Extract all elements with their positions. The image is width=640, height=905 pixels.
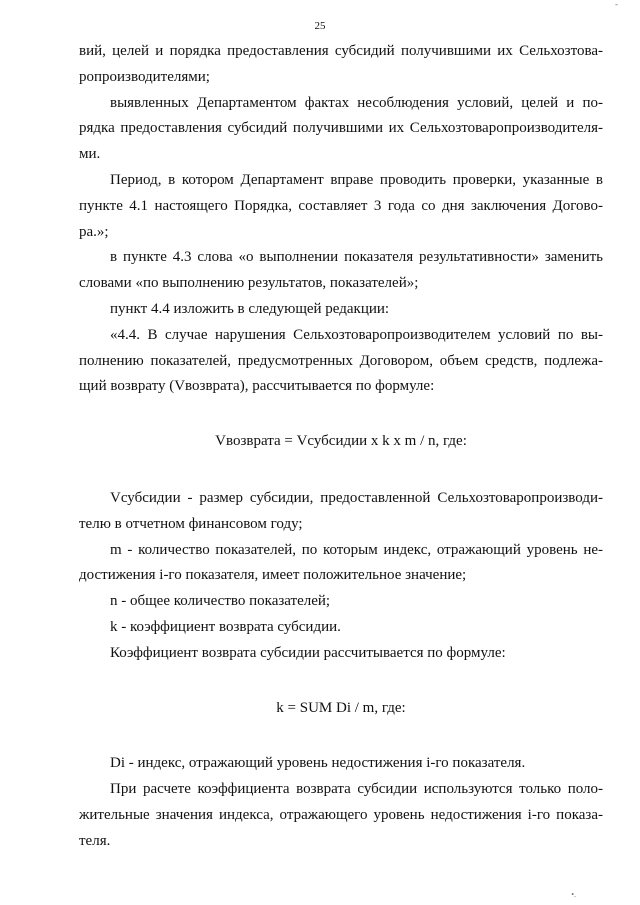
formula-refund-volume: Vвозврата = Vсубсидии x k x m / n, где: xyxy=(215,433,467,450)
paragraph-positive-values xyxy=(79,777,603,854)
paragraph-k-definition xyxy=(79,615,603,641)
paragraph-clause-4-3 xyxy=(79,245,603,297)
text-line: пункт 4.4 изложить в следующей редакции: xyxy=(110,300,390,317)
text-line: вий, целей и порядка предоставления субсидий получившими их Сельхозтова- xyxy=(79,43,603,59)
paragraph-conditions-continued xyxy=(79,39,603,91)
text-line: жительные значения индекса, отражающего уровень недостижения i-го показа- xyxy=(79,806,603,823)
formula-refund-coefficient: k = SUM Di / m, где: xyxy=(276,699,406,716)
text-line: полнению показателей, предусмотренных Договором, объем средств, подлежа- xyxy=(79,352,603,369)
bottom-corner-mark: •. xyxy=(571,890,576,899)
text-line: словами «по выполнению результатов, показателей»; xyxy=(79,275,419,292)
text-line: в пункте 4.3 слова «о выполнении показателя результативности» заменить xyxy=(110,249,603,266)
text-line: теля. xyxy=(79,832,111,849)
top-corner-mark: - xyxy=(615,0,618,9)
paragraph-inspection-period xyxy=(79,168,603,245)
paragraph-v-subsidy-definition xyxy=(79,486,603,538)
text-line: Vсубсидии - размер субсидии, предоставленной Сельхозтоваропроизводи- xyxy=(110,489,603,506)
text-line: достижения i-го показателя, имеет положительное значение; xyxy=(79,567,467,584)
paragraph-m-definition xyxy=(79,538,603,590)
text-line: m - количество показателей, по которым индекс, отражающий уровень не- xyxy=(110,541,603,558)
text-line: При расчете коэффициента возврата субсидии используются только поло- xyxy=(110,781,603,798)
paragraph-k-formula-intro xyxy=(79,641,603,667)
text-line: n - общее количество показателей; xyxy=(110,593,331,610)
text-line: щий возврату (Vвозврата), рассчитывается по формуле: xyxy=(79,378,435,395)
text-line: рядка предоставления субсидий получившими их Сельхозтоваропроизводителя- xyxy=(79,120,603,137)
paragraph-clause-4-4 xyxy=(79,323,603,400)
document-body xyxy=(79,39,603,855)
text-line: Период, в котором Департамент вправе проводить проверки, указанные в xyxy=(110,171,603,188)
text-line: Коэффициент возврата субсидии рассчитывается по формуле: xyxy=(110,644,506,661)
text-line: выявленных Департаментом фактах несоблюдения условий, целей и по- xyxy=(110,94,603,111)
text-line: k - коэффициент возврата субсидии. xyxy=(110,618,341,635)
paragraph-n-definition xyxy=(79,589,603,615)
paragraph-di-definition xyxy=(79,751,603,777)
text-line: Di - индекс, отражающий уровень недостижения i-го показателя. xyxy=(110,755,526,772)
text-line: ми. xyxy=(79,146,101,163)
paragraph-clause-4-4-intro xyxy=(79,297,603,323)
paragraph-detected-facts xyxy=(79,91,603,168)
text-line: ра.»; xyxy=(79,223,109,240)
page-number: 25 xyxy=(314,20,326,32)
text-line: пункте 4.1 настоящего Порядка, составляет 3 года со дня заключения Догово- xyxy=(79,197,603,214)
text-line: ропроизводителями; xyxy=(79,68,210,85)
text-line: телю в отчетном финансовом году; xyxy=(79,515,303,532)
text-line: «4.4. В случае нарушения Сельхозтоваропроизводителем условий по вы- xyxy=(110,326,603,343)
